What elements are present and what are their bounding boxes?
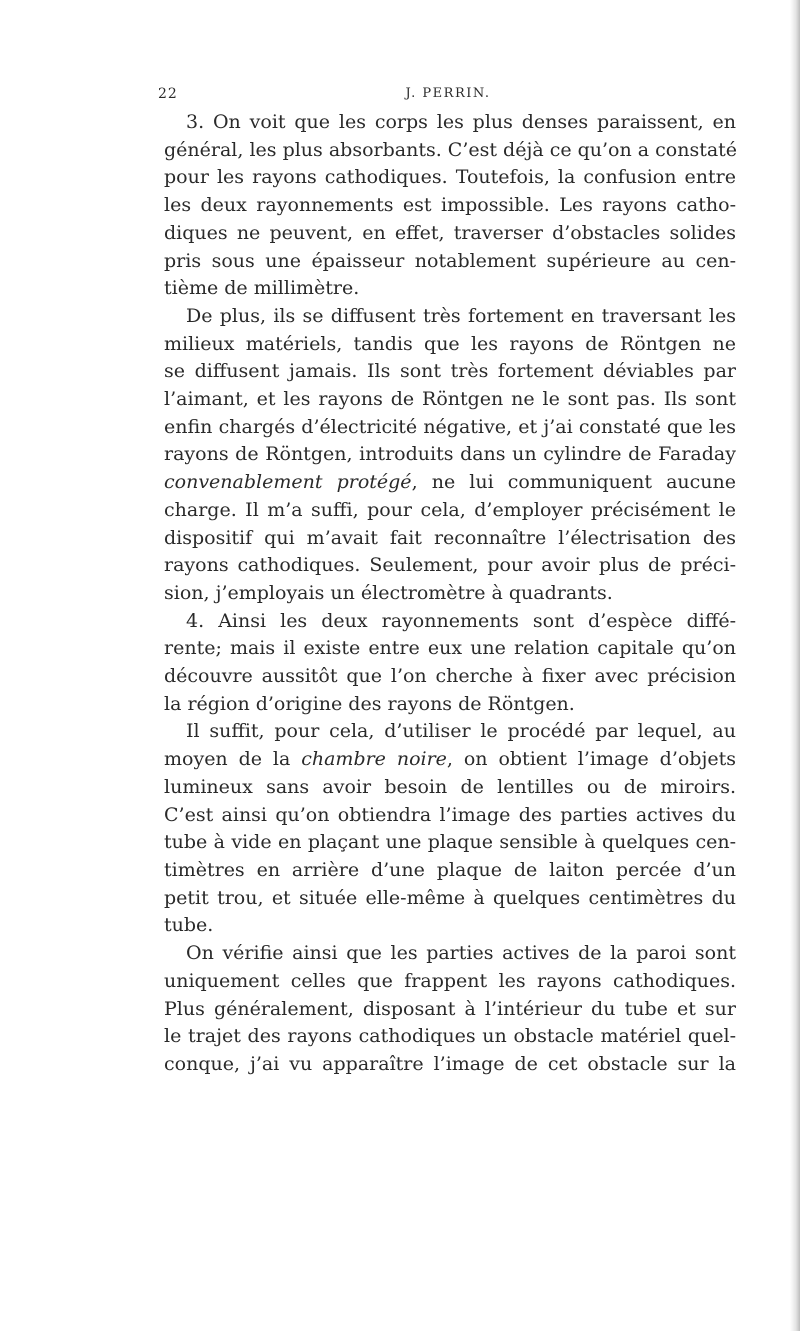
text-line: 4. Ainsi les deux rayonnements sont d’espèce diffé- xyxy=(186,609,736,632)
text-fragment: , ne lui communiquent aucune xyxy=(411,471,736,494)
text-line: petit trou, et située elle-même à quelques centimètres du xyxy=(164,886,736,909)
running-head xyxy=(158,86,738,106)
text-fragment: , on obtient l’image d’objets xyxy=(446,748,736,771)
text-line: uniquement celles que frappent les rayons cathodiques. xyxy=(164,969,736,992)
text-line: le trajet des rayons cathodiques un obstacle matériel quel- xyxy=(164,1025,736,1048)
page-number: 22 xyxy=(158,86,178,102)
text-line: tube. xyxy=(164,914,214,937)
text-line: enfin chargés d’électricité négative, et j’ai constaté que les xyxy=(164,415,736,438)
text-line: se diffusent jamais. Ils sont très fortement déviables par xyxy=(164,360,736,383)
body-text xyxy=(164,109,736,1079)
text-line: tième de millimètre. xyxy=(164,277,360,300)
text-line: dispositif qui m’avait fait reconnaître l’électrisation des xyxy=(164,526,736,549)
text-line: sion, j’employais un électromètre à quadrants. xyxy=(164,581,613,604)
italic-phrase: convenablement protégé xyxy=(164,471,412,494)
text-line: rayons de Röntgen, introduits dans un cylindre de Faraday xyxy=(164,443,736,466)
text-line: timètres en arrière d’une plaque de laiton percée d’un xyxy=(164,858,736,881)
text-line: rente; mais il existe entre eux une relation capitale qu’on xyxy=(164,637,736,660)
text-line: Plus généralement, disposant à l’intérieur du tube et sur xyxy=(164,997,736,1020)
text-line: la région d’origine des rayons de Röntgen. xyxy=(164,692,575,715)
text-line: charge. Il m’a suffi, pour cela, d’employer précisément le xyxy=(164,498,736,521)
text-line: conque, j’ai vu apparaître l’image de cet obstacle sur la xyxy=(164,1052,736,1075)
text-line: tube à vide en plaçant une plaque sensible à quelques cen- xyxy=(164,831,736,854)
text-line: pour les rayons cathodiques. Toutefois, la confusion entre xyxy=(164,166,736,189)
text-line: général, les plus absorbants. C’est déjà ce qu’on a constaté xyxy=(164,138,738,161)
text-line: C’est ainsi qu’on obtiendra l’image des parties actives du xyxy=(164,803,736,826)
text-line: les deux rayonnements est impossible. Les rayons catho- xyxy=(164,194,736,217)
text-line: De plus, ils se diffusent très fortement en traversant les xyxy=(186,304,736,327)
italic-phrase: chambre noire xyxy=(301,748,447,771)
text-line: rayons cathodiques. Seulement, pour avoir plus de préci- xyxy=(164,554,736,577)
running-head-title: J. PERRIN. xyxy=(405,86,491,101)
text-fragment: moyen de la xyxy=(164,748,302,771)
text-line: l’aimant, et les rayons de Röntgen ne le sont pas. Ils sont xyxy=(164,388,736,411)
text-line: pris sous une épaisseur notablement supérieure au cen- xyxy=(164,249,736,272)
page-edge-shadow xyxy=(790,0,800,1331)
text-line-mixed xyxy=(164,746,736,774)
text-line: lumineux sans avoir besoin de lentilles ou de miroirs. xyxy=(164,775,736,798)
text-line: On vérifie ainsi que les parties actives de la paroi sont xyxy=(186,942,736,965)
text-line: Il suffit, pour cela, d’utiliser le procédé par lequel, au xyxy=(186,720,736,743)
text-line: 3. On voit que les corps les plus denses paraissent, en xyxy=(186,111,736,133)
text-line-mixed xyxy=(164,469,736,497)
text-line: découvre aussitôt que l’on cherche à fixer avec précision xyxy=(164,665,736,688)
text-line: diques ne peuvent, en effet, traverser d’obstacles solides xyxy=(164,221,736,244)
text-line: milieux matériels, tandis que les rayons de Röntgen ne xyxy=(164,332,736,355)
